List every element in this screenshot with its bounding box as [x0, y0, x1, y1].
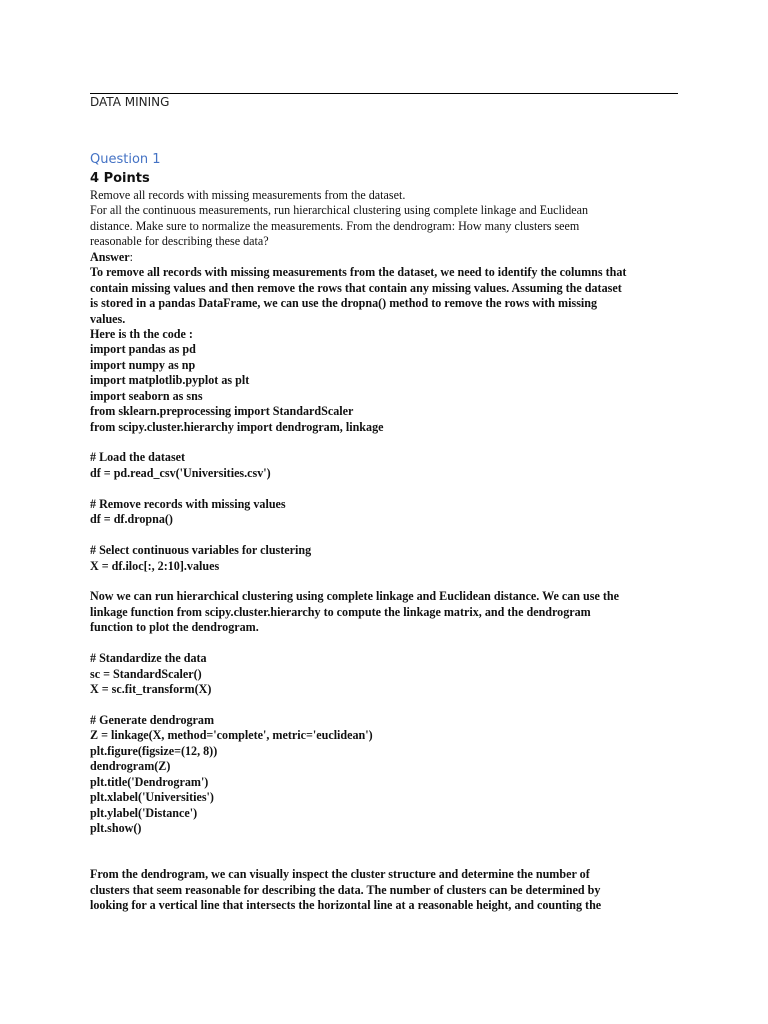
blank-line: [90, 852, 680, 867]
answer-line: function to plot the dendrogram.: [90, 620, 259, 635]
question-label: Question 1: [90, 152, 161, 167]
answer-line: plt.ylabel('Distance'): [90, 805, 198, 820]
answer-line: # Standardize the data: [90, 651, 207, 666]
answer-line: # Remove records with missing values: [90, 496, 286, 511]
question-prompt: [90, 188, 680, 250]
answer-line: Here is th the code :: [90, 326, 193, 341]
answer-line: From the dendrogram, we can visually inspect the cluster structure and determine the number of: [90, 867, 590, 882]
question-content: [90, 151, 680, 914]
blank-line: [90, 697, 680, 712]
blank-line: [90, 528, 680, 543]
answer-body: [90, 265, 680, 913]
answer-line: contain missing values and then remove the rows that contain any missing values. Assuming the dataset: [90, 280, 622, 295]
answer-line: Now we can run hierarchical clustering using complete linkage and Euclidean distance. We can use the: [90, 589, 620, 604]
answer-line: df = pd.read_csv('Universities.csv'): [90, 465, 271, 480]
answer-line: from scipy.cluster.hierarchy import dendrogram, linkage: [90, 419, 384, 434]
document-header-title: DATA MINING: [90, 95, 170, 109]
answer-line: clusters that seem reasonable for describing the data. The number of clusters can be determined by: [90, 882, 601, 897]
answer-line: looking for a vertical line that intersects the horizontal line at a reasonable height, and counting the: [90, 898, 602, 913]
answer-line: is stored in a pandas DataFrame, we can use the dropna() method to remove the rows with missing: [90, 296, 598, 311]
prompt-line: reasonable for describing these data?: [90, 234, 269, 249]
answer-line: plt.title('Dendrogram'): [90, 774, 209, 789]
answer-line: import seaborn as sns: [90, 388, 203, 403]
prompt-line: For all the continuous measurements, run hierarchical clustering using complete linkage and Euclidean: [90, 203, 589, 218]
blank-line: [90, 574, 680, 589]
answer-line: values.: [90, 311, 126, 326]
blank-line: [90, 481, 680, 496]
blank-line: [90, 435, 680, 450]
answer-line: from sklearn.preprocessing import StandardScaler: [90, 404, 354, 419]
prompt-line: Remove all records with missing measurements from the dataset.: [90, 188, 406, 202]
answer-label: Answer: [90, 249, 130, 264]
answer-label-suffix: :: [129, 249, 134, 264]
answer-line: import numpy as np: [90, 357, 196, 372]
answer-heading: [90, 250, 680, 265]
question-points: 4 Points: [90, 171, 150, 186]
blank-line: [90, 836, 680, 851]
answer-line: linkage function from scipy.cluster.hierarchy to compute the linkage matrix, and the dendrogram: [90, 604, 591, 619]
answer-line: plt.xlabel('Universities'): [90, 790, 214, 805]
answer-line: import matplotlib.pyplot as plt: [90, 373, 250, 388]
answer-line: df = df.dropna(): [90, 512, 173, 527]
answer-line: # Generate dendrogram: [90, 712, 215, 727]
answer-line: dendrogram(Z): [90, 759, 171, 774]
answer-line: plt.show(): [90, 820, 142, 835]
answer-line: plt.figure(figsize=(12, 8)): [90, 743, 218, 758]
answer-line: X = sc.fit_transform(X): [90, 682, 212, 696]
answer-line: X = df.iloc[:, 2:10].values: [90, 558, 220, 573]
prompt-line: distance. Make sure to normalize the measurements. From the dendrogram: How many clusters seem: [90, 218, 580, 233]
answer-line: import pandas as pd: [90, 342, 196, 357]
blank-line: [90, 636, 680, 651]
answer-line: Z = linkage(X, method='complete', metric='euclidean'): [90, 728, 373, 743]
answer-line: To remove all records with missing measurements from the dataset, we need to identify the columns that: [90, 265, 627, 280]
answer-line: sc = StandardScaler(): [90, 666, 202, 681]
header-rule: [90, 93, 678, 94]
answer-line: # Select continuous variables for clustering: [90, 543, 312, 558]
answer-line: # Load the dataset: [90, 450, 186, 465]
